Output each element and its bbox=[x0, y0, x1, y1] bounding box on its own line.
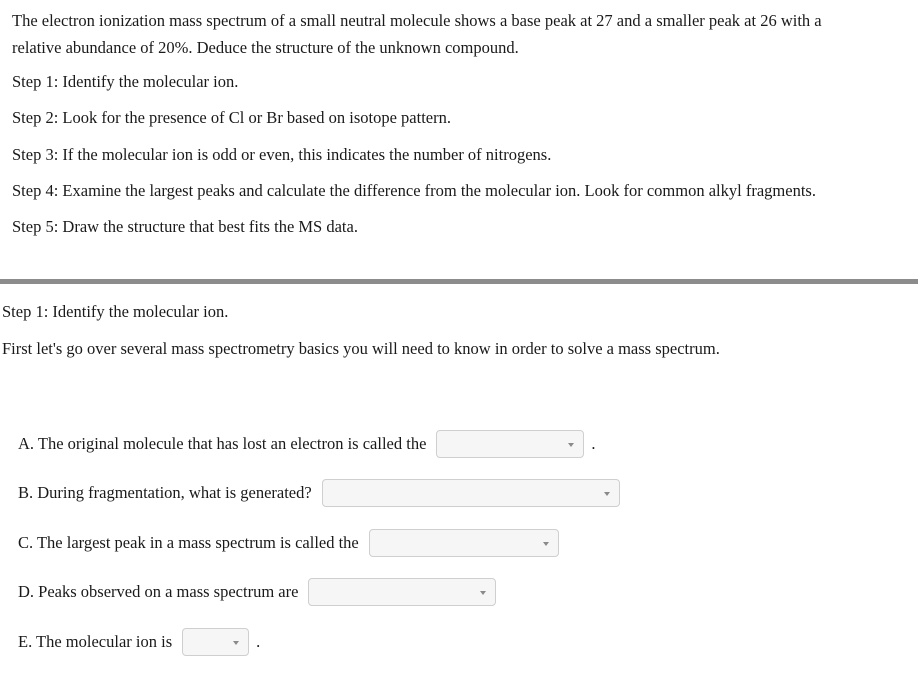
problem-statement bbox=[12, 7, 912, 61]
question-a bbox=[18, 429, 596, 459]
answer-d-dropdown[interactable] bbox=[308, 578, 496, 606]
question-e-text: E. The molecular ion is bbox=[18, 632, 173, 651]
question-d-text: D. Peaks observed on a mass spectrum are bbox=[18, 582, 299, 601]
question-b bbox=[18, 478, 627, 508]
question-e-suffix: . bbox=[256, 632, 261, 651]
step-2-text: Step 2: Look for the presence of Cl or Br based on isotope pattern. bbox=[12, 108, 451, 127]
question-a-text: A. The original molecule that has lost an electron is called the bbox=[18, 434, 427, 453]
question-e bbox=[18, 627, 260, 657]
answer-e-dropdown[interactable] bbox=[182, 628, 249, 656]
step-4-text: Step 4: Examine the largest peaks and calculate the difference from the molecular ion. Look for common alkyl fragments. bbox=[12, 181, 816, 200]
section-divider bbox=[0, 279, 918, 284]
chevron-down-icon bbox=[543, 542, 549, 546]
step-1-text: Step 1: Identify the molecular ion. bbox=[12, 72, 239, 91]
question-b-text: B. During fragmentation, what is generated? bbox=[18, 483, 312, 502]
chevron-down-icon bbox=[568, 443, 574, 447]
answer-b-dropdown[interactable] bbox=[322, 479, 620, 507]
part-heading: Step 1: Identify the molecular ion. bbox=[2, 302, 229, 321]
question-c-text: C. The largest peak in a mass spectrum is called the bbox=[18, 533, 359, 552]
step-5-text: Step 5: Draw the structure that best fits the MS data. bbox=[12, 217, 358, 236]
question-line-2: relative abundance of 20%. Deduce the structure of the unknown compound. bbox=[12, 38, 519, 57]
question-a-suffix: . bbox=[591, 434, 596, 453]
answer-c-dropdown[interactable] bbox=[369, 529, 559, 557]
question-line-1: The electron ionization mass spectrum of a small neutral molecule shows a base peak at 27 and a smaller peak at 26 with a bbox=[12, 11, 822, 30]
chevron-down-icon bbox=[604, 492, 610, 496]
question-c bbox=[18, 528, 566, 558]
answer-a-dropdown[interactable] bbox=[436, 430, 584, 458]
chevron-down-icon bbox=[480, 591, 486, 595]
part-intro: First let's go over several mass spectrometry basics you will need to know in order to solve a mass spectrum. bbox=[2, 339, 720, 358]
chevron-down-icon bbox=[233, 641, 239, 645]
question-d bbox=[18, 577, 503, 607]
step-3-text: Step 3: If the molecular ion is odd or even, this indicates the number of nitrogens. bbox=[12, 145, 552, 164]
